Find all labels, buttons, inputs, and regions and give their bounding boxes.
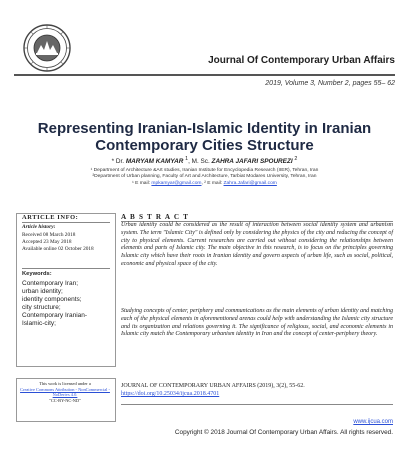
- abstract-paragraph-1: Urban identity could be considered as the result of interaction between social identity system and urbanism system. The term "Islamic City" is defined only by considering the physics of the city and reducing the concept of city to physical elements. Current researches are carried out without considering the relationships between elements and parts of Islamic city. The main objective in this research, is to focus on the principles governing Islamic city which have their roots in Iranian identity and govern aspects of urban life, such as social, political, economic and physical space of the city.: [121, 222, 393, 267]
- copyright-notice: Copyright © 2018 Journal Of Contemporary Urban Affairs. All rights reserved.: [174, 429, 393, 436]
- journal-website-link[interactable]: www.ijcua.com: [353, 419, 393, 425]
- author-line: [16, 156, 393, 165]
- abstract-paragraph-2: Studying concepts of center, periphery and communications as the main elements of urban identity and matching each of the physical elements in aforementioned arenas could help with understanding the Islamic city structure and its organization and relations governing it. The significance of religious, social, and economic elements in Islamic city match the Contemporary urbanism identity in Iran and the concept of center-periphery theory.: [121, 308, 393, 338]
- keywords-list: [22, 280, 112, 328]
- article-info-heading: ARTICLE INFO:: [22, 214, 79, 221]
- keyword-item: urban identity;: [22, 288, 63, 295]
- issue-info: 2019, Volume 3, Number 2, pages 55– 62: [265, 80, 395, 87]
- history-label: Article history:: [22, 224, 56, 230]
- accepted-date: Accepted 23 May 2018: [22, 238, 72, 245]
- email2-label: , ² E mail:: [201, 180, 224, 186]
- license-link[interactable]: Creative Commons Attribution - NonCommercial - NoDerivs 4.0.: [20, 386, 110, 398]
- bottom-rule: [121, 404, 393, 405]
- keyword-item: Contemporary Iranian-: [22, 312, 88, 319]
- keyword-item: city structure;: [22, 304, 61, 311]
- affiliations: [16, 168, 393, 187]
- affiliation-1: ¹ Department of Architecture &Art studies, Iranian Institute for Encyclopedia Research (IIER), Tehran, Iran: [90, 168, 319, 173]
- author1-sup: 1: [185, 156, 189, 162]
- keyword-item: identity components;: [22, 296, 82, 303]
- affiliation-2: ²Department of Urban planning, Faculty of Art and Architecture, Tarbiat Modares University, Tehran, Iran: [92, 174, 317, 180]
- doi-link[interactable]: https://doi.org/10.25034/ijcua.2018.4701: [121, 390, 220, 397]
- keyword-item: Islamic-city;: [22, 320, 56, 327]
- citation-text: JOURNAL OF CONTEMPORARY URBAN AFFAIRS (2019), 3(2), 55-62.: [121, 383, 305, 389]
- title-line-1: Representing Iranian-Islamic Identity in Iranian: [37, 120, 372, 137]
- keywords-label: Keywords:: [22, 271, 52, 277]
- journal-name: Journal Of Contemporary Urban Affairs: [208, 55, 395, 66]
- online-date: Available online 02 October 2018: [22, 245, 94, 252]
- author2-sup: 2: [294, 156, 298, 162]
- header-rule: [14, 74, 395, 76]
- author2-name: ZAHRA JAFARI SPOUREZI: [211, 158, 293, 166]
- article-history: [22, 232, 112, 252]
- email1-link[interactable]: mpkamyar@gmail.com: [151, 180, 202, 186]
- article-title: [16, 120, 393, 154]
- title-line-2: Contemporary Cities Structure: [95, 137, 314, 154]
- email1-label: ¹ E mail:: [132, 180, 152, 186]
- license-line-1: This work is licensed under a: [39, 381, 91, 386]
- received-date: Received 08 March 2018: [22, 232, 76, 238]
- license-code: "CC-BY-NC-ND": [49, 397, 81, 403]
- author1-name: MARYAM KAMYAR: [125, 158, 184, 166]
- history-rule: [22, 268, 110, 269]
- journal-seal-logo: [22, 23, 72, 73]
- email-line: [16, 181, 393, 187]
- author1-prefix: * Dr.: [111, 158, 126, 166]
- abstract-heading: A B S T R A C T: [121, 213, 190, 221]
- author-separator: , M. Sc.: [188, 158, 212, 166]
- keyword-item: Contemporary Iran;: [22, 280, 78, 287]
- license-text: [20, 381, 110, 403]
- citation: [121, 383, 393, 399]
- email2-link[interactable]: Zahra.Jafari@gmail.com: [223, 180, 277, 186]
- info-rule: [22, 222, 110, 223]
